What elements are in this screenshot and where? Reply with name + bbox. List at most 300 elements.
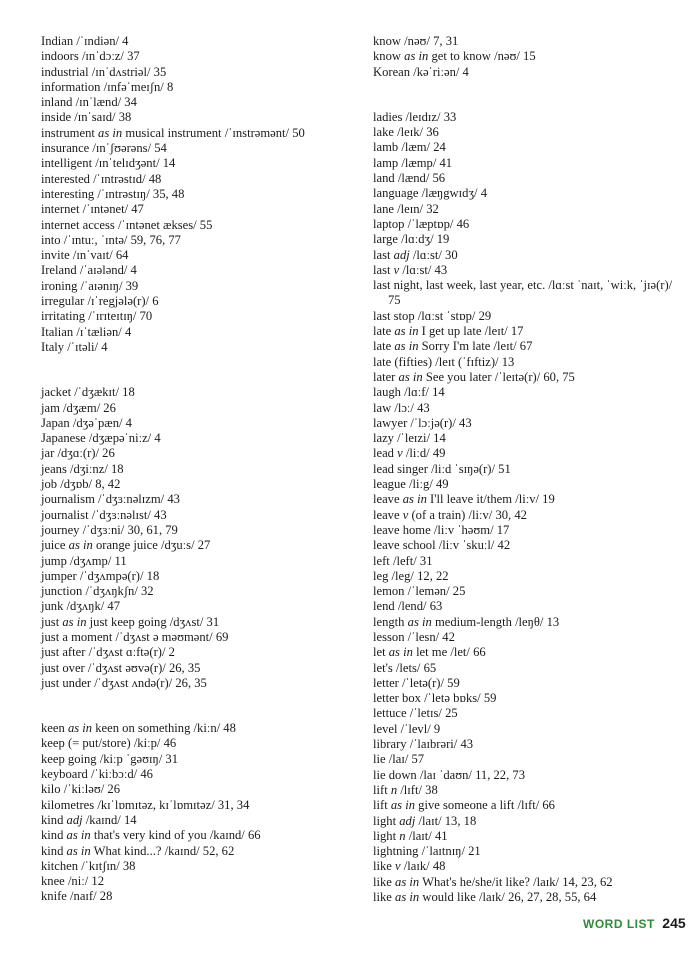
headword: into (41, 232, 61, 247)
headword: lettuce (373, 706, 407, 721)
word-entry (41, 844, 341, 859)
word-entry (41, 279, 341, 294)
headword: intelligent (41, 156, 93, 171)
pronunciation: /laɪt/ (418, 813, 442, 828)
pronunciation: /laɪ ˈdaʊn/ (419, 767, 472, 782)
page-references: 30 (445, 247, 458, 262)
word-entry (41, 813, 341, 828)
group-spacer (373, 80, 673, 110)
headword: light (373, 813, 397, 828)
pronunciation: /ˈɪrɪteɪtɪŋ/ (88, 309, 137, 324)
usage-label: adj (399, 813, 416, 828)
pronunciation: /kəˈriːən/ (413, 64, 460, 79)
word-entry (373, 829, 673, 844)
word-entry (41, 340, 341, 355)
headword: irregular (41, 294, 85, 309)
pronunciation: /ˈɪntrəstɪd/ (93, 171, 146, 186)
usage-label: as in (394, 324, 419, 339)
word-entry (41, 218, 341, 233)
pronunciation: /liːd ˈsɪŋə(r)/ (431, 461, 495, 476)
word-entry (373, 431, 673, 446)
page-references: 36 (426, 125, 439, 140)
pronunciation: /ˈkɪtʃɪn/ (81, 858, 120, 873)
page-references: 14 (433, 431, 446, 446)
word-entry (41, 736, 341, 751)
page-references: 13, 18 (444, 813, 477, 828)
headword: lamb (373, 140, 399, 155)
pronunciation: /ˈɪntuː, ˈɪntə/ (63, 232, 128, 247)
page-references: 7, 31 (433, 34, 459, 48)
word-entry (373, 324, 673, 339)
word-entry (41, 309, 341, 324)
word-entry (373, 722, 673, 737)
pronunciation: /kaɪnd/ (164, 843, 200, 858)
pronunciation: /dʒæpəˈniːz/ (88, 431, 152, 446)
headword: Indian (41, 34, 74, 48)
word-entry (41, 325, 341, 340)
word-entry (373, 554, 673, 569)
usage-label: n (390, 782, 398, 797)
pronunciation: /ˈdʒʌst ə məʊmənt/ (115, 629, 213, 644)
headword: left (373, 553, 390, 568)
word-entry (373, 584, 673, 599)
page-references: 4 (125, 415, 132, 430)
page-references: 14 (123, 812, 137, 827)
word-entry (41, 49, 341, 64)
headword: leave (373, 507, 400, 522)
headword: journalist (41, 507, 89, 522)
page-references: 9 (433, 721, 441, 736)
word-entry (41, 34, 341, 49)
page-references: 31, 34 (217, 797, 250, 812)
headword: journalism (41, 492, 95, 507)
headword: instrument (41, 125, 95, 140)
headword: language (373, 186, 419, 201)
headword: leave home (373, 522, 431, 537)
pronunciation: /ˈlemən/ (407, 584, 450, 599)
pronunciation: /ˈɪntənet ækses/ (117, 217, 197, 232)
page-references: 39 (125, 278, 139, 293)
pronunciation: /dʒɑː(r)/ (57, 446, 100, 461)
page-references: 46 (163, 736, 177, 751)
pronunciation: /ˈɪndiən/ (76, 34, 120, 48)
page-references: 14 (432, 385, 445, 400)
pronunciation: /leɪt/ (484, 324, 508, 339)
page-references: 18 (122, 385, 135, 400)
word-entry (41, 767, 341, 782)
word-entry (41, 385, 341, 400)
pronunciation: /ˈdʒʌmpə(r)/ (79, 568, 144, 583)
page-references: 14 (162, 156, 176, 171)
headword: just over (41, 660, 85, 675)
usage-example: What kind...? (93, 843, 162, 858)
usage-label: as in (62, 614, 87, 629)
word-entry (373, 263, 673, 278)
pronunciation: /kiːp ˈgəʊɪŋ/ (99, 751, 163, 766)
word-entry (373, 752, 673, 767)
page-references: 43 (459, 415, 472, 430)
word-entry (373, 676, 673, 691)
headword: kilometres (41, 797, 95, 812)
usage-example: (= put/store) (67, 736, 131, 751)
page-references: 42 (442, 629, 455, 644)
pronunciation: /ˈlaɪbrəri/ (409, 737, 458, 752)
page-references: 17 (510, 324, 524, 339)
headword: inland (41, 95, 73, 110)
page-references: 11, 22, 73 (475, 767, 525, 782)
page-references: 12 (91, 874, 104, 889)
pronunciation: /ˈɪtəli/ (67, 339, 99, 354)
pronunciation: /liːv/ (515, 492, 540, 507)
page-references: 41 (439, 155, 453, 170)
headword: lie down (373, 767, 417, 782)
headword: leave school (373, 538, 436, 553)
page-references: 17 (496, 522, 510, 537)
headword: lamp (373, 155, 399, 170)
word-entry (41, 263, 341, 278)
pronunciation: /laɪk/ (403, 859, 430, 874)
word-entry (373, 34, 673, 49)
word-entry (373, 49, 673, 64)
page-references: 57 (411, 752, 425, 767)
page-references: 19 (436, 232, 450, 247)
word-entry (41, 110, 341, 125)
page-references: 52, 62 (202, 843, 235, 858)
word-entry (373, 615, 673, 630)
group-spacer (41, 355, 341, 385)
usage-example: get to know (431, 49, 491, 64)
page-references: 8 (166, 79, 174, 94)
pronunciation: /ɪnˈdʌstriəl/ (91, 64, 151, 79)
usage-example: I get up late (421, 324, 482, 339)
headword: letter box (373, 691, 421, 706)
word-entry (41, 721, 341, 736)
page-references: 11 (114, 553, 127, 568)
word-entry (373, 446, 673, 461)
page-references: 66 (247, 828, 261, 843)
headword: later (373, 369, 396, 384)
headword: interesting (41, 186, 95, 201)
page-references: 48 (148, 171, 162, 186)
word-entry (373, 645, 673, 660)
usage-label: v (395, 859, 401, 874)
word-entry (373, 661, 673, 676)
page-references: 4 (101, 339, 108, 354)
usage-example: Sorry I'm late (421, 339, 491, 354)
usage-example: I'll leave it/them (430, 492, 513, 507)
pronunciation: /lets/ (395, 660, 421, 675)
headword: jar (41, 446, 55, 461)
word-entry (41, 569, 341, 584)
pronunciation: /ɪnˈtelɪdʒənt/ (95, 156, 160, 171)
usage-example: musical instrument (125, 125, 222, 140)
headword: jump (41, 553, 67, 568)
pronunciation: /kaɪnd/ (209, 828, 245, 843)
pronunciation: /leɪn/ (397, 201, 424, 216)
pronunciation: /liːv/ (468, 507, 493, 522)
word-entry (373, 385, 673, 400)
headword: lemon (373, 584, 405, 599)
pronunciation: /lɑːst ˈnaɪt, ˈwiːk, ˈjɪə(r)/ (548, 278, 673, 293)
usage-label: as in (404, 49, 429, 64)
pronunciation: /lend/ (397, 599, 427, 614)
word-entry (373, 462, 673, 477)
usage-example: give someone a lift (418, 798, 515, 813)
word-entry (41, 294, 341, 309)
pronunciation: /liːd/ (405, 446, 430, 461)
headword: level (373, 721, 398, 736)
word-entry (41, 233, 341, 248)
pronunciation: /laɪ/ (388, 752, 409, 767)
page-references: 26, 27, 28, 55, 64 (508, 890, 597, 905)
page-references: 24 (433, 140, 446, 155)
word-entry (41, 416, 341, 431)
pronunciation: /laɪk/ (533, 874, 560, 889)
pronunciation: /lɑːf/ (404, 385, 429, 400)
pronunciation: /dʒiːnz/ (70, 461, 108, 476)
pronunciation: /ˈleɪtə(r)/ (494, 369, 541, 384)
pronunciation: /lɑːst/ (402, 262, 432, 277)
headword: kind (41, 812, 64, 827)
headword: lake (373, 125, 394, 140)
usage-example: orange juice (95, 538, 158, 553)
pronunciation: /leɪk/ (397, 125, 424, 140)
headword: let (373, 645, 386, 660)
headword: Italy (41, 339, 65, 354)
pronunciation: /ˈlevl/ (400, 721, 431, 736)
word-entry (41, 676, 341, 691)
page-references: 31 (165, 751, 178, 766)
headword: large (373, 232, 398, 247)
page-references: 30, 61, 79 (127, 522, 178, 537)
usage-example: See you later (425, 369, 492, 384)
pronunciation: /ˈletə bɒks/ (424, 691, 481, 706)
word-entry (373, 523, 673, 538)
page-references: 59 (447, 675, 460, 690)
word-entry (41, 401, 341, 416)
headword: keep (41, 736, 65, 751)
pronunciation: /laɪt/ (408, 828, 432, 843)
headword: junction (41, 584, 83, 599)
word-entry (41, 554, 341, 569)
headword: irritating (41, 309, 86, 324)
word-entry (41, 798, 341, 813)
pronunciation: /læŋgwɪdʒ/ (421, 186, 478, 201)
headword: jacket (41, 385, 72, 400)
headword: keen (41, 721, 65, 736)
page-references: 32 (426, 201, 439, 216)
pronunciation: /ˈɪnstrəmənt/ (224, 125, 290, 140)
headword: kind (41, 828, 64, 843)
page-references: 4 (462, 64, 469, 79)
headword: lesson (373, 629, 405, 644)
page-references: 65 (423, 660, 437, 675)
headword: late (373, 324, 392, 339)
usage-label: as in (395, 874, 420, 889)
pronunciation: /ˈaɪənɪŋ/ (80, 278, 123, 293)
page-references: 13 (501, 354, 515, 369)
usage-example: just keep going (89, 614, 167, 629)
pronunciation: /kɪˈlɒmɪtəz, kɪˈlɒmɪtəz/ (97, 797, 215, 812)
usage-label: v (402, 507, 409, 522)
page-references: 54 (154, 141, 167, 156)
page-references: 26, 35 (168, 660, 201, 675)
pronunciation: /dʒʌŋk/ (66, 599, 105, 614)
pronunciation: /leɪt (ˈfɪftiz)/ (435, 354, 499, 369)
word-entry (373, 783, 673, 798)
word-entry (373, 890, 673, 905)
page-references: 67 (519, 339, 533, 354)
headword: leave (373, 492, 400, 507)
pronunciation: /ˈdʒɜːnəlɪst/ (91, 507, 151, 522)
usage-label: as in (98, 125, 123, 140)
word-entry (373, 186, 673, 201)
word-entry (373, 401, 673, 416)
word-entry (373, 217, 673, 232)
pronunciation: /kiːn/ (193, 721, 221, 736)
pronunciation: /ɪnˈsaɪd/ (74, 110, 116, 125)
page-references: 38 (122, 858, 136, 873)
page-references: 26 (103, 400, 116, 415)
page-references: 48 (223, 721, 236, 736)
page-references: 43 (154, 507, 167, 522)
word-entry (41, 752, 341, 767)
page-references: 38 (118, 110, 132, 125)
headword: like (373, 859, 392, 874)
pronunciation: /dʒʌmp/ (70, 553, 112, 568)
headword: lift (373, 782, 388, 797)
page-references: 69 (215, 629, 229, 644)
page-references: 30, 42 (495, 507, 527, 522)
word-entry (373, 569, 673, 584)
word-entry (373, 156, 673, 171)
word-entry (41, 661, 341, 676)
page-references: 31 (206, 614, 220, 629)
usage-label: as in (390, 798, 416, 813)
page-references: 19 (542, 492, 555, 507)
pronunciation: /ɪnfəˈmeɪʃn/ (103, 79, 164, 94)
page-references: 35, 48 (152, 186, 185, 201)
headword: land (373, 171, 395, 186)
page-references: 55 (199, 217, 213, 232)
word-entry (41, 538, 341, 553)
headword: juice (41, 538, 66, 553)
page-references: 50 (292, 125, 305, 140)
headword: lift (373, 798, 388, 813)
word-entry (41, 141, 341, 156)
pronunciation: /ɪnˈʃʊərəns/ (92, 141, 152, 156)
usage-label: as in (388, 645, 413, 660)
word-entry (373, 844, 673, 859)
headword: information (41, 79, 101, 94)
pronunciation: /ˈɪntənet/ (82, 202, 129, 217)
headword: just after (41, 645, 86, 660)
pronunciation: /ˈdʒɜːnəlɪzm/ (98, 492, 165, 507)
headword: just (41, 614, 60, 629)
headword: just a moment (41, 629, 113, 644)
page-references: 43 (460, 737, 474, 752)
headword: indoors (41, 49, 79, 64)
word-entry (373, 171, 673, 186)
page-references: 26 (107, 782, 120, 797)
headword: lead (373, 446, 394, 461)
word-entry (373, 202, 673, 217)
pronunciation: /lɑːst ˈstɒp/ (417, 308, 476, 323)
page-references: 12, 22 (417, 568, 449, 583)
pronunciation: /leɪdɪz/ (405, 109, 441, 124)
usage-example: (of a train) (411, 507, 466, 522)
headword: journey (41, 522, 80, 537)
page-references: 13 (546, 614, 560, 629)
headword: inside (41, 110, 72, 125)
page-references: 6 (152, 294, 159, 309)
word-entry (41, 828, 341, 843)
word-entry (373, 538, 673, 553)
pronunciation: /dʒuːs/ (161, 538, 195, 553)
word-entry (373, 630, 673, 645)
page-references: 37 (127, 49, 140, 64)
headword: last night, last week, last year, etc. (373, 278, 546, 293)
usage-label: adj (393, 247, 410, 262)
headword: late (fifties) (373, 354, 433, 369)
headword: laugh (373, 385, 401, 400)
headword: know (373, 49, 401, 64)
headword: like (373, 890, 392, 905)
word-entry (373, 232, 673, 247)
headword: kind (41, 843, 64, 858)
word-entry (373, 339, 673, 354)
pronunciation: /lɑːdʒ/ (401, 232, 434, 247)
word-entry (41, 584, 341, 599)
page-references: 38 (425, 782, 438, 797)
pronunciation: /ˈletɪs/ (409, 706, 442, 721)
pronunciation: /dʒæm/ (63, 400, 101, 415)
pronunciation: /kiːp/ (133, 736, 161, 751)
page-references: 4 (480, 186, 487, 201)
headword: last (373, 262, 391, 277)
page-references: 60, 75 (543, 369, 575, 384)
headword: kitchen (41, 858, 79, 873)
usage-example: would like (422, 890, 476, 905)
headword: keyboard (41, 767, 88, 782)
headword: library (373, 737, 407, 752)
headword: Italian (41, 324, 74, 339)
pronunciation: /let/ (450, 645, 470, 660)
headword: law (373, 400, 392, 415)
headword: jeans (41, 461, 67, 476)
usage-label: adj (66, 812, 83, 827)
pronunciation: /ˈaɪələnd/ (79, 263, 128, 278)
headword: interested (41, 171, 90, 186)
page-references: 34 (124, 95, 137, 110)
headword: know (373, 34, 401, 48)
word-entry (373, 599, 673, 614)
pronunciation: /liːg/ (409, 477, 433, 492)
headword: length (373, 614, 405, 629)
page-references: 31 (419, 553, 433, 568)
page-references: 43 (167, 492, 180, 507)
usage-label: as in (398, 369, 423, 384)
page-references: 21 (468, 844, 481, 859)
word-entry (41, 156, 341, 171)
pronunciation: /ɪˈtæliən/ (76, 324, 122, 339)
word-entry (373, 110, 673, 125)
pronunciation: /lænd/ (397, 171, 430, 186)
headword: keep going (41, 751, 97, 766)
usage-example: that's very kind of you (93, 828, 207, 843)
page-references: 18 (146, 568, 160, 583)
page-references: 35 (153, 64, 167, 79)
